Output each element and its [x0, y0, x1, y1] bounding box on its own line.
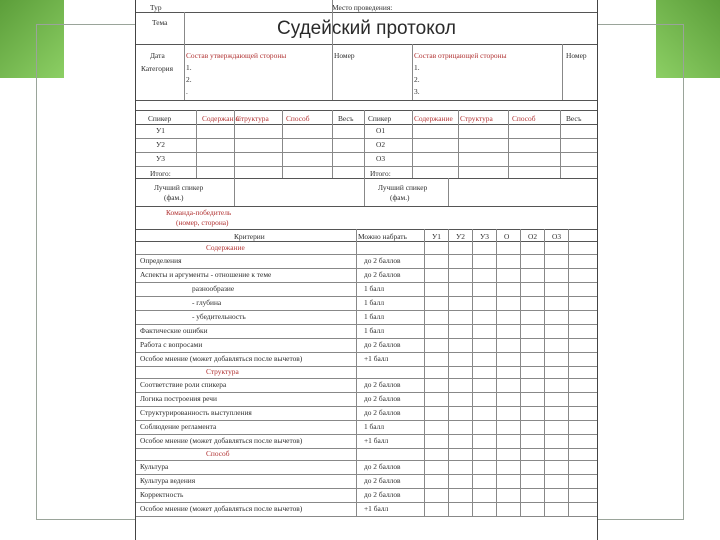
criterion-points: до 2 баллов: [364, 394, 401, 403]
grid-line: [136, 110, 597, 111]
grid-line: [364, 178, 365, 206]
criterion-points: до 2 баллов: [364, 408, 401, 417]
score-column-header: О: [504, 232, 510, 241]
score-column-header: О2: [528, 232, 538, 241]
criterion-label: Особое мнение (может добавляться после вычетов): [140, 504, 303, 513]
tour-label: Тур: [150, 3, 162, 12]
section-title: Способ: [206, 449, 230, 458]
grid-line: [136, 138, 597, 139]
grid-line: [332, 0, 333, 44]
winner-sub: (номер, сторона): [176, 218, 229, 227]
criterion-label: - убедительность: [192, 312, 246, 321]
grid-line: [472, 229, 473, 516]
grid-line: [424, 229, 425, 516]
score-column-header: У2: [456, 232, 465, 241]
criterion-label: Работа с вопросами: [140, 340, 203, 349]
neg-slot: 1.: [414, 63, 420, 72]
grid-line: [458, 110, 459, 178]
method-header: Способ: [286, 114, 310, 123]
criterion-label: Корректность: [140, 490, 184, 499]
grid-line: [412, 44, 413, 100]
criterion-points: до 2 баллов: [364, 380, 401, 389]
speaker-neg: О3: [376, 154, 386, 163]
speaker-header-neg: Спикер: [368, 114, 392, 123]
grid-line: [562, 44, 563, 100]
structure-header-neg: Структура: [460, 114, 493, 123]
criterion-label: Особое мнение (может добавляться после вычетов): [140, 436, 303, 445]
category-label: Категория: [141, 64, 174, 73]
affirm-slot: .: [186, 87, 188, 96]
weight-header-neg: Весъ: [566, 114, 582, 123]
criterion-points: до 2 баллов: [364, 256, 401, 265]
criterion-label: разнообразие: [192, 284, 235, 293]
grid-line: [234, 178, 235, 206]
criterion-points: 1 балл: [364, 422, 385, 431]
grid-line: [136, 516, 597, 517]
structure-header: Структура: [236, 114, 269, 123]
grid-line: [136, 324, 597, 325]
score-column-header: О3: [552, 232, 562, 241]
speaker-affirm: У3: [156, 154, 165, 163]
grid-line: [448, 178, 449, 206]
grid-line: [136, 296, 597, 297]
criterion-label: Определения: [140, 256, 182, 265]
judging-protocol-sheet: [135, 0, 598, 540]
neg-slot: 2.: [414, 75, 420, 84]
number-label-neg: Номер: [566, 51, 587, 60]
speaker-header: Спикер: [148, 114, 172, 123]
criterion-label: Фактические ошибки: [140, 326, 208, 335]
grid-line: [544, 229, 545, 516]
grid-line: [136, 124, 597, 125]
grid-line: [234, 110, 235, 178]
grid-line: [184, 12, 185, 44]
criterion-points: +1 балл: [364, 354, 389, 363]
weight-header: Весъ: [338, 114, 354, 123]
grid-line: [136, 254, 597, 255]
grid-line: [136, 100, 597, 101]
grid-line: [136, 12, 597, 13]
grid-line: [196, 110, 197, 178]
criterion-points: 1 балл: [364, 298, 385, 307]
content-header: Содержание: [202, 114, 241, 123]
grid-line: [136, 460, 597, 461]
grid-line: [136, 434, 597, 435]
grid-line: [136, 502, 597, 503]
criterion-points: до 2 баллов: [364, 490, 401, 499]
best-speaker-neg-sub: (фам.): [390, 193, 410, 202]
affirm-team-label: Состав утверждающей стороны: [186, 51, 287, 60]
grid-line: [136, 338, 597, 339]
best-speaker-neg: Лучший спикер: [378, 183, 428, 192]
criterion-label: Соблюдение регламента: [140, 422, 217, 431]
criterion-label: Аспекты и аргументы - отношение к теме: [140, 270, 272, 279]
winner-label: Команда-победитель: [166, 208, 232, 217]
speaker-affirm: У2: [156, 140, 165, 149]
speaker-affirm: У1: [156, 126, 165, 135]
criterion-points: до 2 баллов: [364, 340, 401, 349]
neg-slot: 3.: [414, 87, 420, 96]
best-speaker-affirm-sub: (фам.): [164, 193, 184, 202]
total-label-affirm: Итого:: [150, 169, 171, 178]
criterion-label: - глубина: [192, 298, 222, 307]
topic-label: Тема: [152, 18, 168, 27]
criterion-points: 1 балл: [364, 326, 385, 335]
criterion-points: до 2 баллов: [364, 462, 401, 471]
score-column-header: У1: [432, 232, 441, 241]
criterion-label: Особое мнение (может добавляться после вычетов): [140, 354, 303, 363]
total-label-neg: Итого:: [370, 169, 391, 178]
grid-line: [568, 229, 569, 516]
grid-line: [412, 110, 413, 178]
grid-line: [136, 178, 597, 179]
criteria-header: Критерии: [234, 232, 265, 241]
grid-line: [560, 110, 561, 178]
number-label-affirm: Номер: [334, 51, 355, 60]
affirm-slot: 1.: [186, 63, 192, 72]
grid-line: [332, 110, 333, 178]
criterion-points: 1 балл: [364, 284, 385, 293]
section-title: Структура: [206, 367, 239, 376]
criterion-label: Соответствие роли спикера: [140, 380, 227, 389]
grid-line: [136, 268, 597, 269]
grid-line: [496, 229, 497, 516]
grid-line: [136, 152, 597, 153]
grid-line: [136, 166, 597, 167]
grid-line: [356, 229, 357, 516]
grid-line: [136, 420, 597, 421]
grid-line: [136, 44, 597, 45]
grid-line: [184, 44, 185, 100]
affirm-slot: 2.: [186, 75, 192, 84]
grid-line: [136, 474, 597, 475]
criterion-points: 1 балл: [364, 312, 385, 321]
grid-line: [136, 378, 597, 379]
slide-title: Судейский протокол: [277, 18, 456, 39]
grid-line: [136, 488, 597, 489]
criterion-label: Логика построения речи: [140, 394, 217, 403]
date-label: Дата: [150, 51, 165, 60]
grid-line: [136, 406, 597, 407]
grid-line: [508, 110, 509, 178]
criterion-points: до 2 баллов: [364, 270, 401, 279]
grid-line: [282, 110, 283, 178]
content-header-neg: Содержание: [414, 114, 453, 123]
grid-line: [136, 392, 597, 393]
criterion-points: +1 балл: [364, 504, 389, 513]
criterion-label: Культура: [140, 462, 169, 471]
speaker-neg: О2: [376, 140, 386, 149]
criterion-label: Структурированность выступления: [140, 408, 252, 417]
method-header-neg: Способ: [512, 114, 536, 123]
grid-line: [136, 282, 597, 283]
max-points-header: Можно набрать: [358, 232, 407, 241]
section-title: Содержание: [206, 243, 245, 252]
speaker-neg: О1: [376, 126, 386, 135]
grid-line: [364, 110, 365, 178]
neg-team-label: Состав отрицающей стороны: [414, 51, 507, 60]
score-column-header: У3: [480, 232, 489, 241]
venue-label: Место проведения:: [332, 3, 393, 12]
grid-line: [136, 229, 597, 230]
grid-line: [136, 241, 597, 242]
grid-line: [136, 352, 597, 353]
criterion-points: до 2 баллов: [364, 476, 401, 485]
criterion-points: +1 балл: [364, 436, 389, 445]
grid-line: [332, 44, 333, 100]
grid-line: [448, 229, 449, 516]
grid-line: [520, 229, 521, 516]
grid-line: [136, 206, 597, 207]
best-speaker-affirm: Лучший спикер: [154, 183, 204, 192]
criterion-label: Культура ведения: [140, 476, 196, 485]
grid-line: [136, 310, 597, 311]
